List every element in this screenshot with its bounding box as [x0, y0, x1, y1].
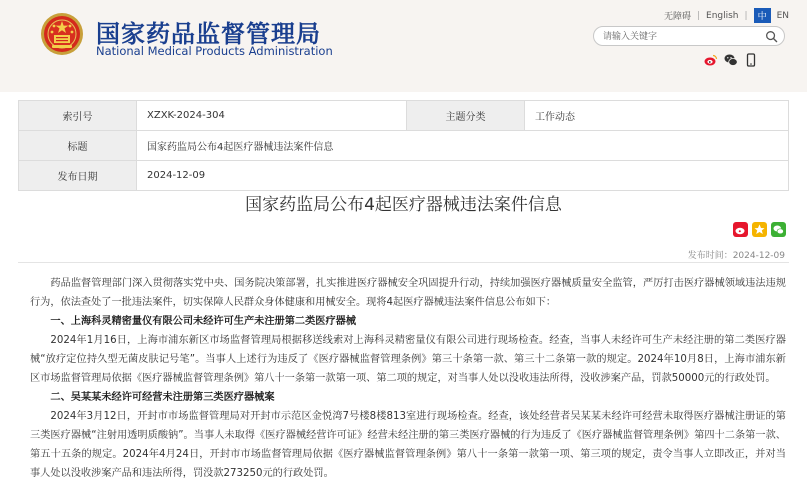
date-value: 2024-12-09 [137, 161, 789, 191]
article-paragraph: 药品监督管理部门深入贯彻落实党中央、国务院决策部署，扎实推进医疗器械安全巩固提升行动，持续加强医疗器械质量安全监管，严厉打击医疗器械领域违法违规行为，依法查处了一批违法案件，切实保障人民群众身体健康和用械安全。现将4起医疗器械违法案件信息公布如下： [30, 278, 786, 308]
search-icon[interactable] [765, 30, 778, 43]
search-input[interactable] [603, 29, 753, 44]
category-label: 主题分类 [407, 101, 525, 131]
accessibility-link[interactable]: 无障碍 [663, 12, 691, 22]
case-heading: 二、吴某某未经许可经营未注册第三类医疗器械案 [50, 392, 275, 403]
top-links [664, 8, 789, 23]
category-value: 工作动态 [525, 101, 789, 131]
article-meta-table [18, 100, 789, 191]
article-title: 国家药监局公布4起医疗器械违法案件信息 [245, 195, 562, 215]
separator: | [744, 10, 748, 21]
title-label: 标题 [19, 131, 137, 161]
article-body [30, 274, 786, 483]
qzone-share-icon[interactable] [752, 222, 767, 237]
table-row [19, 161, 789, 191]
date-label: 发布日期 [19, 161, 137, 191]
share-buttons [733, 222, 786, 237]
case-heading: 一、上海科灵精密量仪有限公司未经许可生产未注册第二类医疗器械 [50, 316, 357, 327]
english-link[interactable]: English [706, 10, 739, 21]
index-value: XZXK-2024-304 [137, 101, 407, 131]
national-emblem-icon[interactable] [40, 12, 84, 56]
wechat-share-icon[interactable] [771, 222, 786, 237]
weibo-share-icon[interactable] [733, 222, 748, 237]
index-label: 索引号 [19, 101, 137, 131]
search-box [593, 26, 785, 46]
publish-time: 发布时间：2024-12-09 [687, 251, 785, 261]
mobile-icon[interactable] [744, 53, 758, 67]
site-name-english[interactable]: National Medical Products Administration [96, 44, 333, 58]
article-paragraph: 2024年3月12日，开封市市场监督管理局对开封市示范区金悦湾7号楼8楼813室进行现场检查。经查，该处经营者吴某某未经许可经营未取得医疗器械注册证的第三类医疗器械“注射用透明质酸钠”。当事人未取得《医疗器械经营许可证》经营未经注册的第三类医疗器械的行为违反了《医疗器械监督管理条例》第四十二条第一款、第五十五条的规定。2024年4月24日，开封市市场监督管理局依据《医疗器械监督管理条例》第八十一条第一款第一项、第三项的规定，责令当事人立即改正，并对当事人处以没收涉案产品和违法所得，罚没款273250元的行政处罚。 [30, 411, 786, 479]
title-value: 国家药监局公布4起医疗器械违法案件信息 [137, 131, 789, 161]
table-row [19, 101, 789, 131]
site-name-chinese[interactable]: 国家药品监督管理局 [96, 20, 321, 48]
weibo-icon[interactable] [704, 53, 718, 67]
separator: | [696, 10, 701, 21]
social-links [704, 53, 758, 67]
article-paragraph: 2024年1月16日，上海市浦东新区市场监督管理局根据移送线索对上海科灵精密量仪有限公司进行现场检查。经查，当事人未经许可生产未经注册的第二类医疗器械“放疗定位持久型无菌皮肤记号笔”。当事人上述行为违反了《医疗器械监督管理条例》第三十条第一款、第三十二条第一款的规定。2024年10月8日，上海市浦东新区市场监督管理局依据《医疗器械监督管理条例》第八十一条第一款第一项、第二项的规定，对当事人处以没收违法所得，没收涉案产品，罚款50000元的行政处罚。 [30, 335, 786, 384]
wechat-icon[interactable] [724, 53, 738, 67]
site-header [0, 0, 807, 92]
lang-english-button[interactable]: EN [776, 10, 789, 21]
title-divider [18, 262, 789, 263]
lang-chinese-button[interactable]: 中 [754, 8, 771, 23]
table-row [19, 131, 789, 161]
